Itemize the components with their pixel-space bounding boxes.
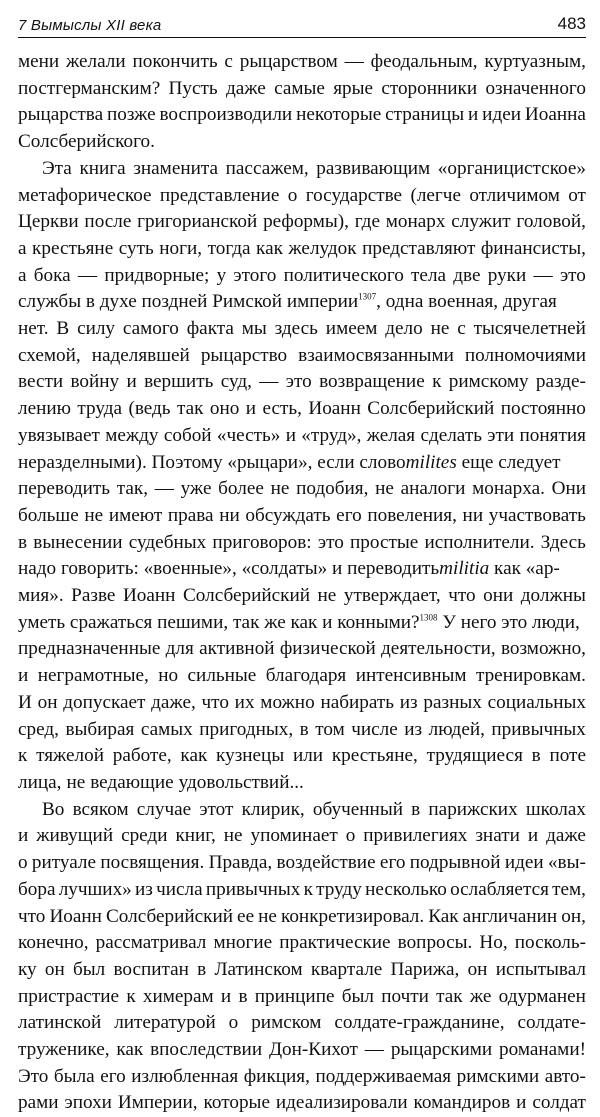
footnote-marker: 1307 xyxy=(358,291,377,302)
running-header xyxy=(18,12,586,38)
text-line: рыцарства позже воспроизводили некоторые страницы и идеи Иоанна xyxy=(18,104,586,126)
text-line xyxy=(18,610,586,637)
italic-term: militia xyxy=(439,558,490,580)
text-line: увязывает между собой «честь» и «труд», желая сделать эти понятия xyxy=(18,424,586,446)
text-line: Эта книга знаменита пассажем, развивающим «органицистское» xyxy=(42,157,586,179)
text-line: нет. В силу самого факта мы здесь имеем дело не с тысячелетней xyxy=(18,318,586,340)
text-line: в вынесении судебных приговоров: это простые исполнители. Здесь xyxy=(18,531,586,553)
text-segment: уметь сражаться пешими, так же как и конными? xyxy=(18,611,420,633)
text-line: метафорическое представление о государстве (легче отличимом от xyxy=(18,184,586,206)
text-line: бора лучших» из числа привычных к труду несколько ослабляется тем, xyxy=(18,878,586,900)
text-line: Это была его излюбленная фикция, поддерживаемая римскими авто- xyxy=(18,1065,586,1087)
text-line: вести войну и вершить суд, — это возвращение к римскому разде- xyxy=(18,371,586,393)
italic-term: milites xyxy=(405,451,457,473)
text-line: сред, выбирая самых пригодных, в том числе из людей, привычных xyxy=(18,718,586,740)
text-line: больше не имеют права ни обсуждать его повеления, ни участвовать xyxy=(18,504,586,526)
book-page xyxy=(18,12,586,1114)
text-line: ку он был воспитан в Латинском квартале Парижа, он испытывал xyxy=(18,958,586,980)
page-number: 483 xyxy=(557,14,586,33)
text-line: и живущий среди книг, не упоминает о привилегиях знати и даже xyxy=(18,825,586,847)
text-line: мени желали покончить с рыцарством — феодальным, куртуазным, xyxy=(18,51,586,72)
text-line: а бока — придворные; у этого политического тела две руки — это xyxy=(18,264,586,286)
text-line: труженике, как впоследствии Дон-Кихот — рыцарскими романами! xyxy=(18,1039,586,1061)
text-line: Церкви после григорианской реформы), где монарх служит головой, xyxy=(18,211,586,233)
text-line: что Иоанн Солсберийский ее не конкретизировал. Как англичанин он, xyxy=(18,905,586,927)
text-segment: как «ар- xyxy=(489,558,560,580)
footnote-marker: 1308 xyxy=(419,612,438,623)
text-line: конечно, рассматривал многие практические вопросы. Но, посколь- xyxy=(18,932,586,954)
body-text xyxy=(18,49,586,1117)
text-line xyxy=(18,556,586,583)
text-line: а крестьяне суть ноги, тогда как желудок представляют финансисты, xyxy=(18,237,586,259)
text-line: к тяжелой работе, как кузнецы или крестьяне, трудящиеся в поте xyxy=(18,745,586,767)
text-line: рами эпохи Империи, которые идеализировали командиров и солдат xyxy=(18,1092,586,1114)
text-line: пристрастие к химерам и в принципе был почти так же одурманен xyxy=(18,985,586,1007)
text-line: о ритуале посвящения. Правда, воздействие его подрывной идеи «вы- xyxy=(18,852,586,874)
text-line: предназначенные для активной физической деятельности, возможно, xyxy=(18,638,586,660)
text-segment: , одна военная, другая xyxy=(376,291,557,313)
text-line: постгерманским? Пусть даже самые ярые сторонники означенного xyxy=(18,77,586,99)
text-segment: еще следует xyxy=(456,451,561,473)
text-line: мия». Разве Иоанн Солсберийский не утверждает, что они должны xyxy=(18,585,586,607)
paragraph-1 xyxy=(18,49,586,156)
text-line: и неграмотные, но сильные благодаря интенсивным тренировкам. xyxy=(18,665,586,687)
text-line: И он допускает даже, что их можно набирать из разных социальных xyxy=(18,691,586,713)
text-line: Солсберийского. xyxy=(18,131,155,153)
text-line: лению труда (ведь так оно и есть, Иоанн Солсберийский постоянно xyxy=(18,398,586,420)
text-segment: У него это люди, xyxy=(437,611,580,633)
text-line: лица, не ведающие удовольствий... xyxy=(18,771,304,793)
text-line: Во всяком случае этот клирик, обученный в парижских школах xyxy=(42,798,586,820)
paragraph-3 xyxy=(18,797,586,1117)
text-line: латинской литературой о римском солдате-гражданине, солдате- xyxy=(18,1012,586,1034)
text-segment: службы в духе поздней Римской империи xyxy=(18,291,359,313)
paragraph-2 xyxy=(18,156,586,797)
text-line: схемой, наделявшей рыцарство взаимосвязанными полномочиями xyxy=(18,344,586,366)
text-line: переводить так, — уже более не подобия, не аналоги монарха. Они xyxy=(18,478,586,500)
chapter-title: 7 Вымыслы XII века xyxy=(18,17,162,34)
text-segment: надо говорить: «военные», «солдаты» и переводить xyxy=(18,558,440,580)
text-line xyxy=(18,289,586,316)
text-segment: неразделными). Поэтому «рыцари», если слово xyxy=(18,451,406,473)
text-line xyxy=(18,450,586,477)
